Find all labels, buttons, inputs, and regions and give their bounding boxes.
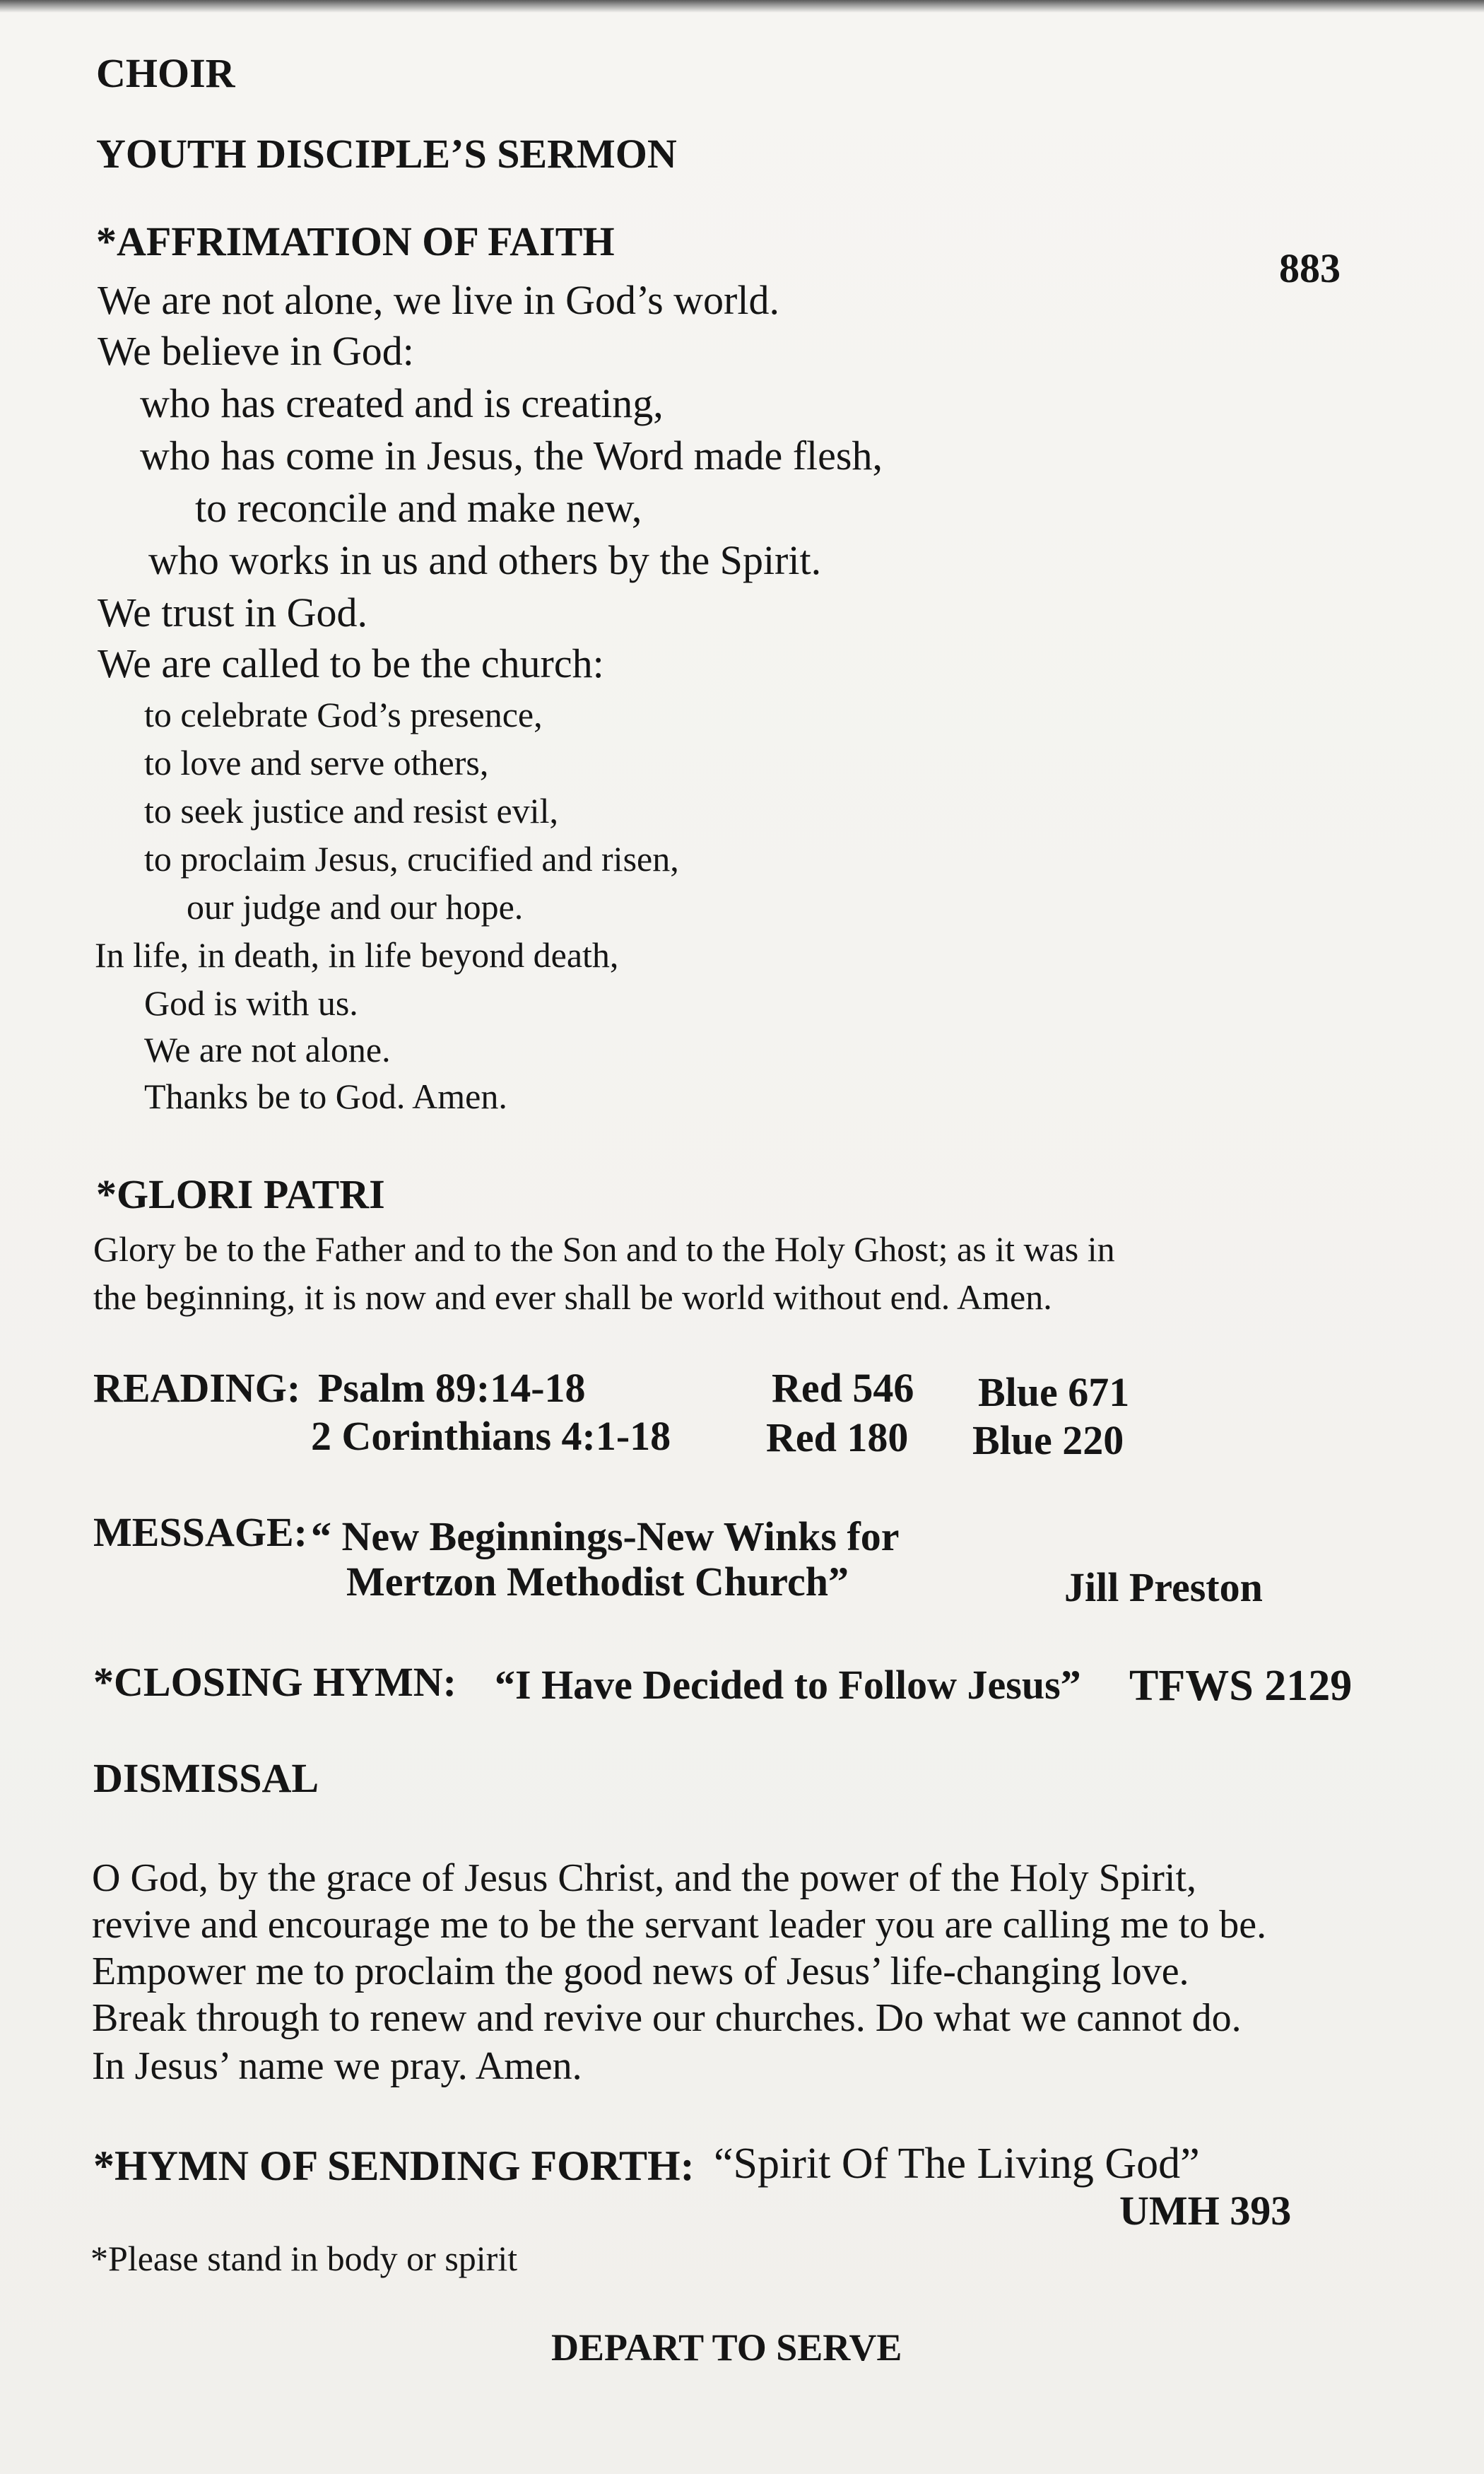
affirmation-number: 883 <box>1279 245 1341 291</box>
creed-line: who has come in Jesus, the Word made flesh, <box>140 433 883 479</box>
creed-line: In life, in death, in life beyond death, <box>95 935 619 975</box>
reading-red: Red 546 <box>772 1365 914 1411</box>
prayer-line: In Jesus’ name we pray. Amen. <box>92 2044 582 2088</box>
creed-line: We are called to be the church: <box>98 640 604 686</box>
reading-blue: Blue 671 <box>978 1369 1130 1415</box>
creed-line: We trust in God. <box>98 590 367 635</box>
creed-line: to celebrate God’s presence, <box>144 695 543 734</box>
creed-line: who has created and is creating, <box>140 380 664 426</box>
gloria-line: the beginning, it is now and ever shall be world without end. Amen. <box>93 1277 1052 1317</box>
prayer-line: Break through to renew and revive our churches. Do what we cannot do. <box>92 1996 1242 2040</box>
sending-hymn-label: *HYMN OF SENDING FORTH: <box>93 2142 695 2189</box>
message-speaker: Jill Preston <box>1064 1564 1263 1610</box>
creed-line: our judge and our hope. <box>187 887 524 927</box>
creed-line: We are not alone, we live in God’s world. <box>98 277 779 323</box>
reading-red: Red 180 <box>766 1414 909 1460</box>
sending-hymn-title: “Spirit Of The Living God” <box>714 2140 1200 2188</box>
reading-blue: Blue 220 <box>972 1417 1124 1463</box>
creed-line: We are not alone. <box>144 1030 391 1069</box>
reading-label: READING: <box>93 1365 301 1411</box>
creed-line: to love and serve others, <box>144 743 489 782</box>
depart-heading: DEPART TO SERVE <box>551 2326 902 2369</box>
prayer-line: Empower me to proclaim the good news of Jesus’ life-changing love. <box>92 1950 1189 1993</box>
page-edge-shadow <box>0 0 1484 13</box>
choir-heading: CHOIR <box>96 50 235 96</box>
dismissal-heading: DISMISSAL <box>93 1755 319 1801</box>
closing-hymn-number: TFWS 2129 <box>1129 1662 1353 1710</box>
reading-ref: Psalm 89:14-18 <box>318 1365 586 1411</box>
creed-line: to seek justice and resist evil, <box>144 791 558 831</box>
creed-line: We believe in God: <box>98 328 414 374</box>
gloria-line: Glory be to the Father and to the Son and to the Holy Ghost; as it was in <box>93 1229 1115 1269</box>
message-title: “ New Beginnings-New Winks for <box>311 1513 900 1559</box>
stand-note: *Please stand in body or spirit <box>90 2239 518 2278</box>
affirmation-heading: *AFFRIMATION OF FAITH <box>96 218 615 264</box>
gloria-heading: *GLORI PATRI <box>96 1171 385 1217</box>
message-label: MESSAGE: <box>93 1509 307 1555</box>
closing-hymn-label: *CLOSING HYMN: <box>93 1659 457 1705</box>
creed-line: Thanks be to God. Amen. <box>144 1077 507 1116</box>
creed-line: to proclaim Jesus, crucified and risen, <box>144 839 679 879</box>
prayer-line: O God, by the grace of Jesus Christ, and the power of the Holy Spirit, <box>92 1856 1197 1900</box>
prayer-line: revive and encourage me to be the servant leader you are calling me to be. <box>92 1903 1267 1947</box>
sending-hymn-number: UMH 393 <box>1119 2188 1292 2234</box>
reading-ref: 2 Corinthians 4:1-18 <box>311 1413 671 1459</box>
creed-line: to reconcile and make new, <box>195 485 642 531</box>
closing-hymn-title: “I Have Decided to Follow Jesus” <box>495 1662 1081 1708</box>
creed-line: God is with us. <box>144 983 358 1023</box>
creed-line: who works in us and others by the Spirit. <box>148 537 822 583</box>
message-title: Mertzon Methodist Church” <box>346 1559 849 1605</box>
youth-sermon-heading: YOUTH DISCIPLE’S SERMON <box>96 131 677 177</box>
